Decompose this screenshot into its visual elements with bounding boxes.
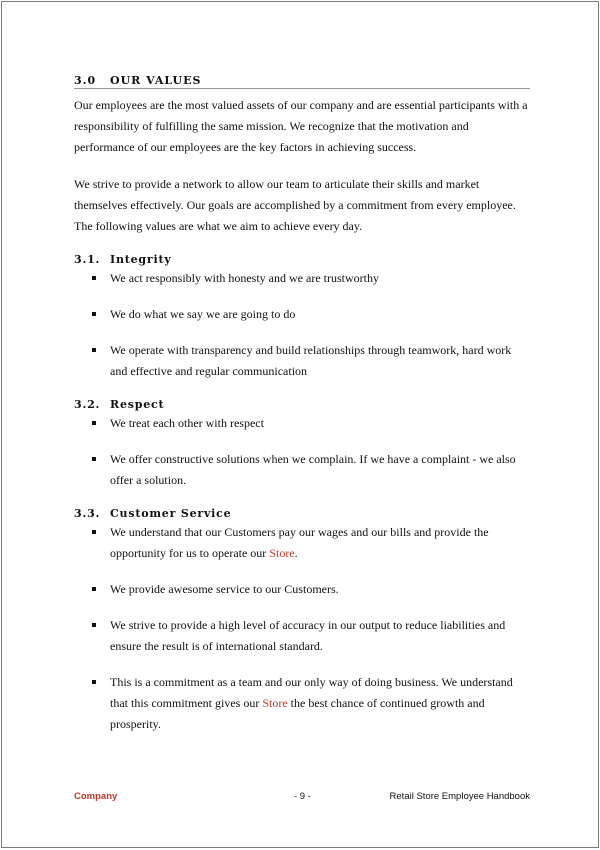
respect-list [74,413,530,491]
list-item [74,449,530,491]
square-bullet-icon [92,276,96,280]
list-item [74,615,530,657]
footer-company: Company [74,791,118,802]
list-item-text: We strive to provide a high level of accuracy in our output to reduce liabilities and ensure the result is of international standard. [110,618,506,653]
list-item-text: . [294,546,298,560]
square-bullet-icon [92,530,96,534]
section-number: 3.0 [74,74,97,87]
square-bullet-icon [92,312,96,316]
list-item [74,304,530,325]
list-item-text: We do what we say we are going to do [110,307,296,321]
intro-paragraph-2: We strive to provide a network to allow our team to articulate their skills and market themselves effectively. Our goals are accomplished by a commitment from every employee. The following values are what we aim to achieve every day. [74,177,516,233]
list-item-text: This is a commitment as a team and our only way of doing business. We understand that this commitment gives our [110,675,513,710]
subsection-title: Integrity [110,252,172,266]
subsection-number: 3.1. [74,252,101,266]
square-bullet-icon [92,587,96,591]
subsection-title: Respect [110,397,165,411]
list-item-text: We act responsibly with honesty and we are trustworthy [110,271,379,285]
subsection-title: Customer Service [110,506,232,520]
store-placeholder: Store [262,696,288,710]
footer-page-number: - 9 - [294,791,311,802]
section-title: OUR VALUES [110,74,202,87]
list-item-text: We understand that our Customers pay our wages and our bills and provide the opportunity for us to operate our [110,525,489,560]
list-item [74,413,530,434]
list-item-text: We treat each other with respect [110,416,264,430]
integrity-list [74,268,530,382]
square-bullet-icon [92,457,96,461]
square-bullet-icon [92,421,96,425]
footer-document-title: Retail Store Employee Handbook [389,791,530,802]
page-content [74,74,530,735]
customer-service-list [74,522,530,735]
list-item-text: We operate with transparency and build relationships through teamwork, hard work and effective and regular communication [110,343,512,378]
document-page [1,1,599,848]
list-item-text: We offer constructive solutions when we complain. If we have a complaint - we also offer a solution. [110,452,516,487]
square-bullet-icon [92,348,96,352]
subsection-heading-integrity [74,251,530,267]
list-item [74,579,530,600]
subsection-number: 3.3. [74,506,101,520]
subsection-number: 3.2. [74,397,101,411]
subsection-heading-customer-service [74,505,530,521]
square-bullet-icon [92,680,96,684]
list-item [74,672,530,735]
list-item-text: the best chance of continued growth and prosperity. [110,696,485,731]
list-item-text: We provide awesome service to our Customers. [110,582,339,596]
store-placeholder: Store [269,546,295,560]
section-heading [74,74,530,89]
list-item [74,268,530,289]
list-item [74,522,530,564]
square-bullet-icon [92,623,96,627]
subsection-heading-respect [74,396,530,412]
intro-paragraph-1: Our employees are the most valued assets of our company and are essential participants with a responsibility of fulfilling the same mission. We recognize that the motivation and performance of our employees are the key factors in achieving success. [74,98,528,154]
list-item [74,340,530,382]
